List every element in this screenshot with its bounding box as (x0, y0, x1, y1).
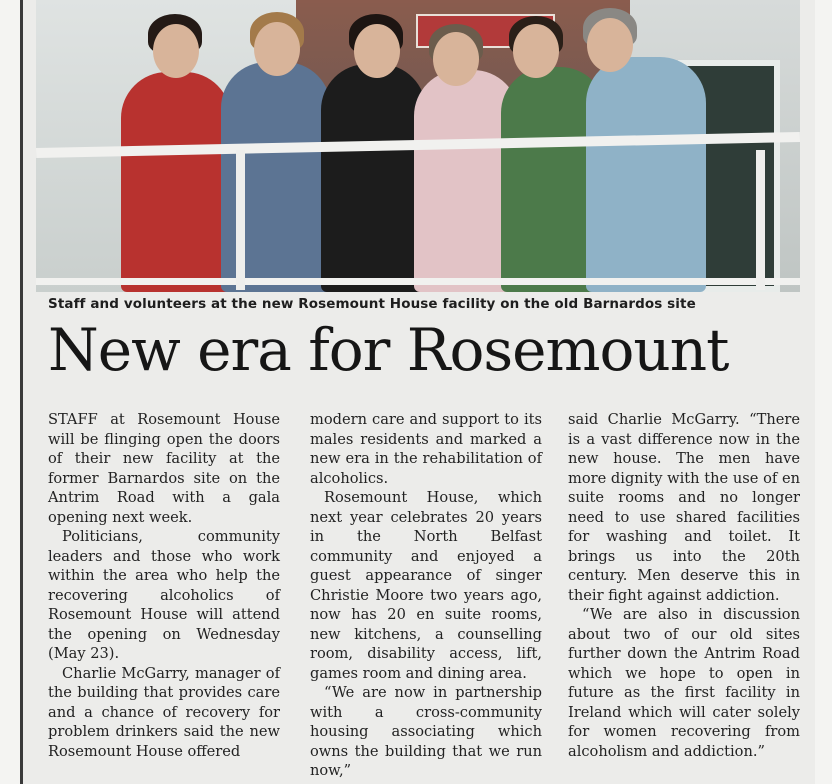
paragraph: said Charlie McGarry. “There is a vast difference now in the new house. The men have more dignity with the use of en suite rooms and no longer need to use shared facilities for washing and toilet. It brings us into the 20th century. Men deserve this in their fight against addiction. (568, 411, 800, 604)
paragraph: Charlie McGarry, manager of the building that provides care and a chance of recovery for problem drinkers said the new Rosemount House offered (48, 664, 280, 760)
person-6 (586, 57, 706, 292)
paragraph: modern care and support to its males residents and marked a new era in the rehabilitation of alcoholics. (310, 411, 542, 487)
article-body (48, 410, 803, 780)
article-column-2 (310, 410, 542, 781)
paragraph: Politicians, community leaders and those who work within the area who help the recovering alcoholics of Rosemount House will attend the opening on Wednesday (May 23). (48, 528, 280, 662)
paragraph: Rosemount House, which next year celebrates 20 years in the North Belfast community and enjoyed a guest appearance of singer Christie Moore two years ago, now has 20 en suite rooms, new kitchens, a counselling room, disability access, lift, games room and dining area. (310, 489, 542, 682)
paragraph: “We are also in discussion about two of our old sites further down the Antrim Road which we hope to open in future as the first facility in Ireland which will cater solely for women recovering from alcoholism and addiction.” (568, 606, 800, 760)
person-1 (121, 72, 231, 292)
article-headline: New era for Rosemount (48, 316, 729, 384)
photo-caption: Staff and volunteers at the new Rosemount House facility on the old Barnardos site (48, 296, 696, 312)
article-column-1 (48, 410, 280, 761)
paragraph: “We are now in partnership with a cross-community housing associating which owns the building that we run now,” (310, 684, 542, 779)
paragraph: STAFF at Rosemount House will be flinging open the doors of their new facility at the former Barnardos site on the Antrim Road with a gala opening next week. (48, 411, 280, 526)
staff-group-photo (36, 0, 800, 292)
person-3 (321, 64, 426, 292)
article-column-3 (568, 410, 800, 761)
